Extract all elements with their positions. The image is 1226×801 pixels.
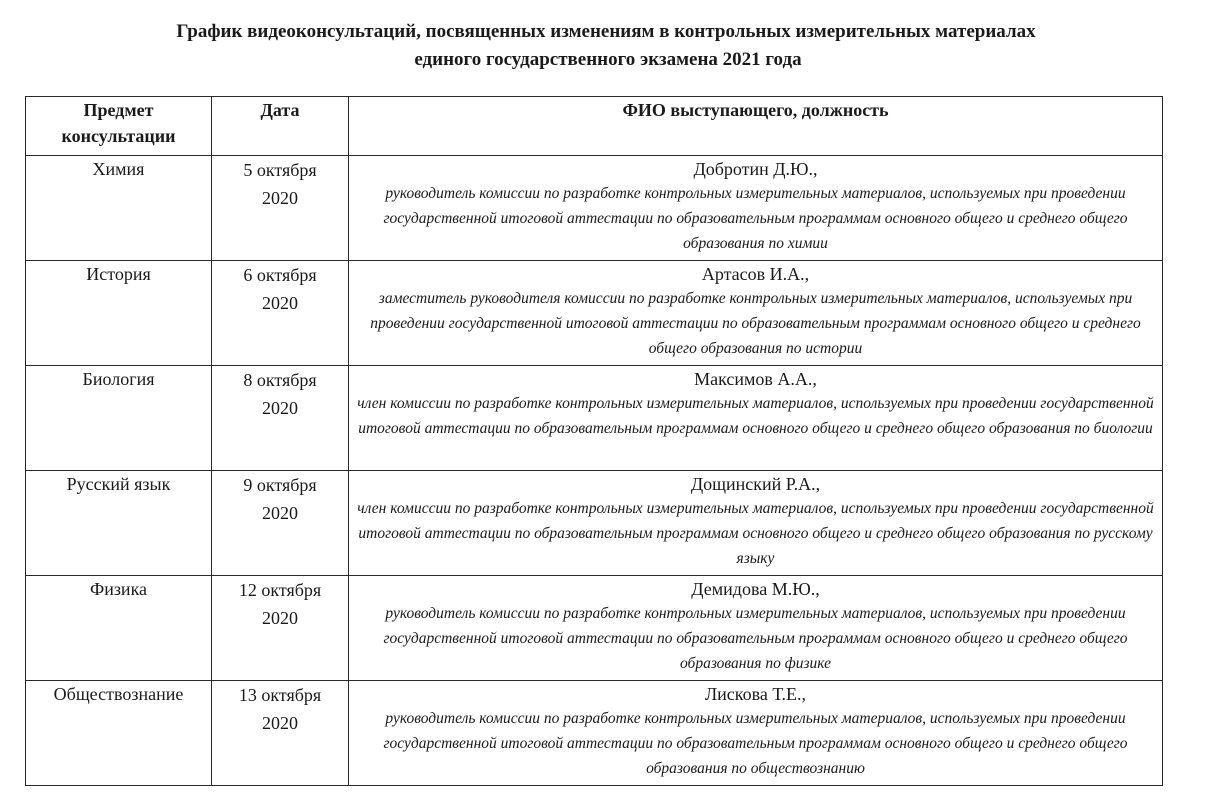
speaker-name: Добротин Д.Ю., — [693, 159, 818, 179]
consultation-schedule-table — [25, 96, 1163, 786]
speaker-role: руководитель комиссии по разработке контрольных измерительных материалов, используемых при проведении государственной итоговой аттестации по образовательным программам основного общего и среднего общего образования по обществознанию — [383, 710, 1128, 777]
speaker-role: руководитель комиссии по разработке контрольных измерительных материалов, используемых при проведении государственной итоговой аттестации по образовательным программам основного общего и среднего общего образования по химии — [383, 185, 1128, 252]
date-cell — [212, 261, 349, 366]
document-title-line-1: График видеоконсультаций, посвященных изменениям в контрольных измерительных материалах — [176, 21, 1036, 42]
person-cell — [349, 681, 1163, 786]
speaker-name: Максимов А.А., — [694, 369, 817, 389]
subject-cell: Русский язык — [26, 471, 212, 576]
table-row — [26, 681, 1163, 786]
header-person: ФИО выступающего, должность — [349, 97, 1163, 156]
date-year: 2020 — [262, 293, 298, 313]
person-cell — [349, 261, 1163, 366]
table-row — [26, 366, 1163, 471]
person-cell — [349, 576, 1163, 681]
table-row — [26, 261, 1163, 366]
subject-cell: Биология — [26, 366, 212, 471]
person-cell — [349, 366, 1163, 471]
speaker-role: заместитель руководителя комиссии по разработке контрольных измерительных материалов, используемых при проведении государственной итоговой аттестации по образовательным программам основного общего и среднего общего образования по истории — [370, 290, 1141, 357]
date-day: 5 октября — [243, 160, 317, 180]
date-cell — [212, 576, 349, 681]
date-year: 2020 — [262, 398, 298, 418]
date-day: 9 октября — [243, 475, 317, 495]
date-cell — [212, 366, 349, 471]
document-title-line-2: единого государственного экзамена 2021 года — [414, 49, 802, 70]
speaker-name: Дощинский Р.А., — [690, 474, 821, 494]
speaker-name: Демидова М.Ю., — [691, 579, 820, 599]
date-year: 2020 — [262, 608, 298, 628]
table-row — [26, 576, 1163, 681]
date-year: 2020 — [262, 713, 298, 733]
date-day: 13 октября — [238, 685, 322, 705]
date-cell — [212, 471, 349, 576]
date-day: 6 октября — [243, 265, 317, 285]
document-title — [0, 18, 1226, 74]
subject-cell: Физика — [26, 576, 212, 681]
speaker-name: Лискова Т.Е., — [704, 684, 807, 704]
date-year: 2020 — [262, 188, 298, 208]
person-cell — [349, 471, 1163, 576]
table-row — [26, 471, 1163, 576]
date-cell — [212, 156, 349, 261]
date-day: 8 октября — [243, 370, 317, 390]
person-cell — [349, 156, 1163, 261]
date-day: 12 октября — [238, 580, 322, 600]
header-subject: Предмет консультации — [26, 97, 212, 156]
subject-cell: История — [26, 261, 212, 366]
table-header-row — [26, 97, 1163, 156]
date-year: 2020 — [262, 503, 298, 523]
speaker-role: руководитель комиссии по разработке контрольных измерительных материалов, используемых при проведении государственной итоговой аттестации по образовательным программам основного общего и среднего общего образования по физике — [383, 605, 1128, 672]
date-cell — [212, 681, 349, 786]
subject-cell: Обществознание — [26, 681, 212, 786]
speaker-role: член комиссии по разработке контрольных измерительных материалов, используемых при проведении государственной итоговой аттестации по образовательным программам основного общего и среднего общего образования по русскому языку — [357, 500, 1154, 567]
table-row — [26, 156, 1163, 261]
header-date: Дата — [212, 97, 349, 156]
speaker-name: Артасов И.А., — [701, 264, 810, 284]
subject-cell: Химия — [26, 156, 212, 261]
speaker-role: член комиссии по разработке контрольных измерительных материалов, используемых при проведении государственной итоговой аттестации по образовательным программам основного общего и среднего общего образования по биологии — [357, 395, 1154, 437]
